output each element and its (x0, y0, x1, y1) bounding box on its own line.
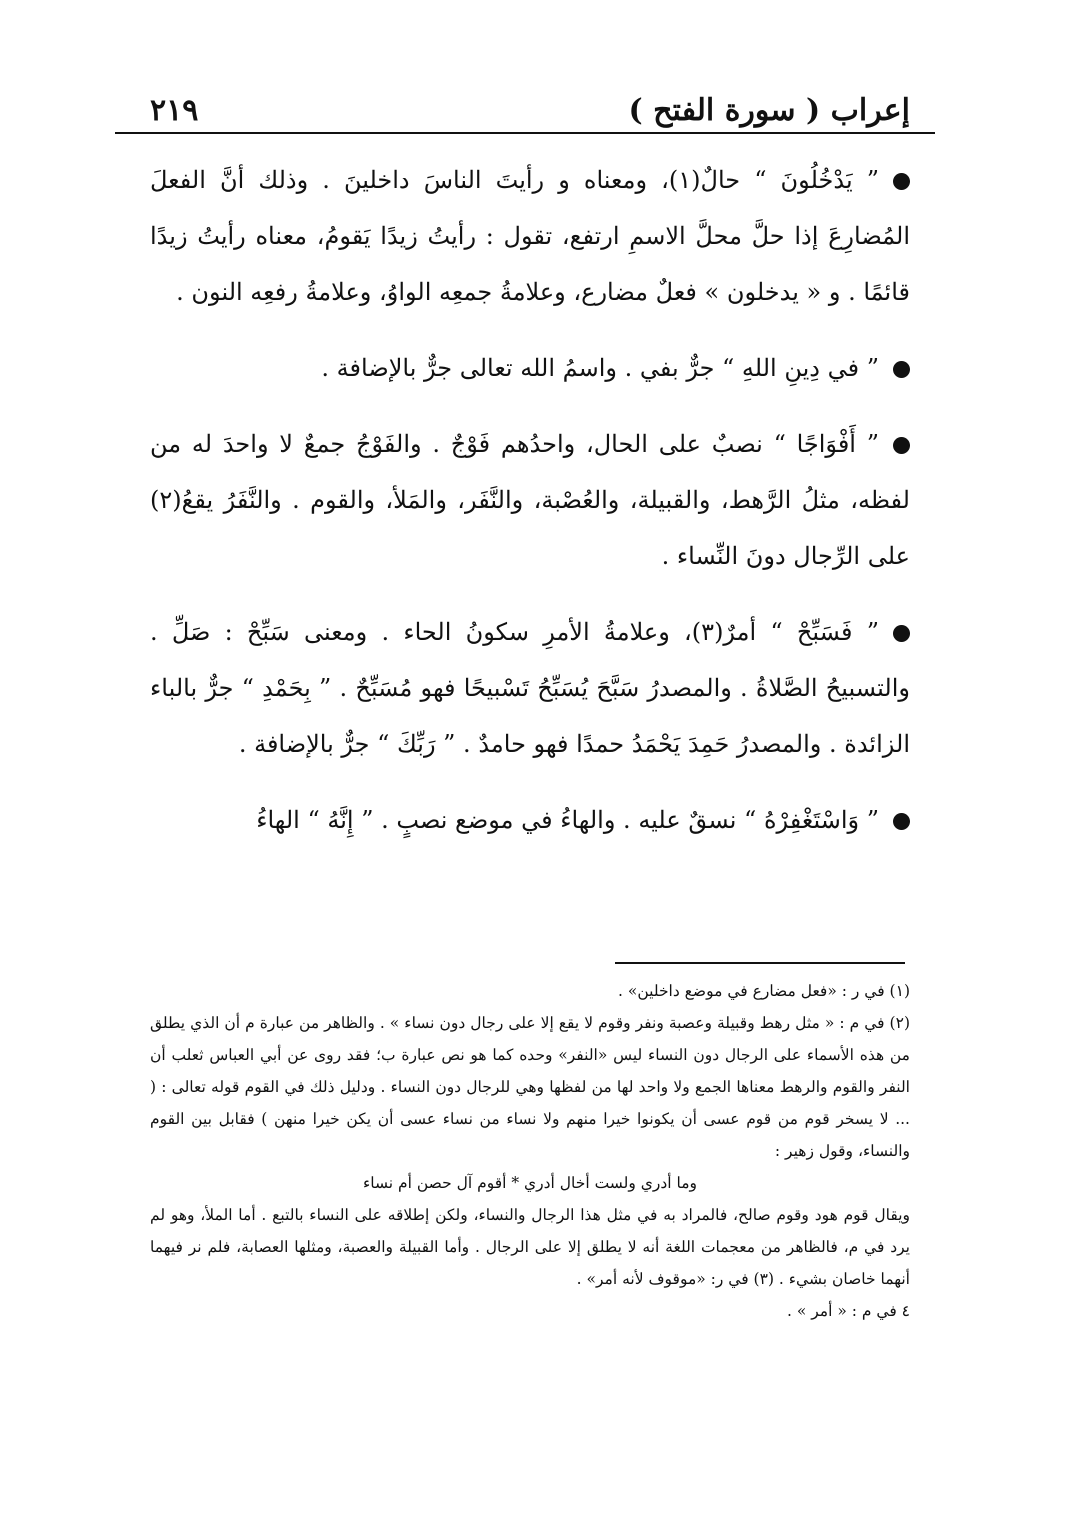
footnote-divider (615, 962, 905, 964)
paragraph-text: ” وَاسْتَغْفِرْهُ “ نسقٌ عليه . والهاءُ في موضع نصبٍ . ” إِنَّهُ “ الهاءُ (256, 806, 879, 834)
footnote: ويقال قوم هود وقوم صالح، فالمراد به في مثل هذا الرجال والنساء، ولكن إطلاقه على النساء بالتبع . أما الملأ، وهو لم يرد في م، فالظاهر من معجمات اللغة أنه لا يطلق إلا على الرجال . وأما القبيلة والعصبة، ومثلها العصابة، فلم نر فيهما أنهما خاصان بشيء . (٣) في ر: «موقوف لأنه أمر» . (150, 1206, 910, 1288)
bullet-icon (893, 437, 910, 454)
footnote: (٢) في م : « مثل رهط وقبيلة وعصبة ونفر وقوم لا يقع إلا على رجال دون نساء » . والظاهر من عبارة م أن الذي يطلق من هذه الأسماء على الرجال دون النساء ليس «النفر» وحده كما هو نص عبارة ب؛ فقد روى عن أبي العباس ثعلب أن النفر والقوم والرهط معناها الجمع ولا واحد لها من لفظها وهي للرجال دون النساء . ودليل ذلك في القوم قوله تعالى : ( ... لا يسخر قوم من قوم عسى أن يكونوا خيرا منهم ولا نساء من نساء عسى أن يكن خيرا منهن ) فقابل بين القوم والنساء، وقول زهير : (150, 1014, 910, 1160)
footnotes (150, 975, 910, 1327)
page-title: إعراب ( سورة الفتح ) (628, 93, 910, 128)
paragraph (150, 792, 910, 848)
bullet-icon (893, 625, 910, 642)
paragraph (150, 152, 910, 320)
paragraph (150, 416, 910, 584)
footnote-verse: وما أدري ولست أخال أدري * أقوم آل حصن أم نساء (362, 1174, 698, 1192)
paragraph-text: ” في دِينِ اللهِ “ جرٌّ بفي . واسمُ الله تعالى جرٌّ بالإضافة . (321, 354, 879, 382)
bullet-icon (893, 813, 910, 830)
footnote: (١) في ر : «فعل مضارع في موضع داخلين» . (618, 982, 910, 1000)
paragraph (150, 340, 910, 396)
paragraph-text: ” فَسَبِّحْ “ أمرٌ(٣)، وعلامةُ الأمرِ سكونُ الحاء . ومعنى سَبِّحْ : صَلِّ . والتسبيحُ الصَّلاةُ . والمصدرُ سَبَّحَ يُسَبِّحُ تَسْبيحًا فهو مُسَبِّحٌ . ” بِحَمْدِ “ جرٌّ بالباء الزائدة . والمصدرُ حَمِدَ يَحْمَدُ حمدًا فهو حامدٌ . ” رَبِّكَ “ جرٌّ بالإضافة . (150, 618, 910, 758)
header-divider (115, 132, 935, 134)
paragraph-text: ” يَدْخُلُونَ “ حالٌ(١)، ومعناه و رأيتَ الناسَ داخلينَ . وذلك أنَّ الفعلَ المُضارِعَ إذا حلَّ محلَّ الاسمِ ارتفع، تقول : رأيتُ زيدًا يَقومُ، معناه رأيتُ زيدًا قائمًا . و « يدخلون » فعلٌ مضارع، وعلامةُ جمعِه الواوُ، وعلامةُ رفعِه النون . (150, 166, 910, 306)
main-text (150, 152, 910, 868)
page-number: ٢١٩ (150, 93, 199, 128)
paragraph-text: ” أَفْوَاجًا “ نصبٌ على الحال، واحدُهم فَوْجٌ . والفَوْجُ جمعٌ لا واحدَ له من لفظه، مثلُ الرَّهط، والقبيلة، والعُصْبة، والنَّفَر، والمَلأ، والقوم . والنَّفَرُ يقعُ(٢) على الرِّجال دونَ النِّساء . (150, 430, 910, 570)
page-header (150, 72, 910, 128)
paragraph (150, 604, 910, 772)
footnote: ٤ في م : « أمر » . (786, 1302, 910, 1320)
bullet-icon (893, 173, 910, 190)
bullet-icon (893, 361, 910, 378)
